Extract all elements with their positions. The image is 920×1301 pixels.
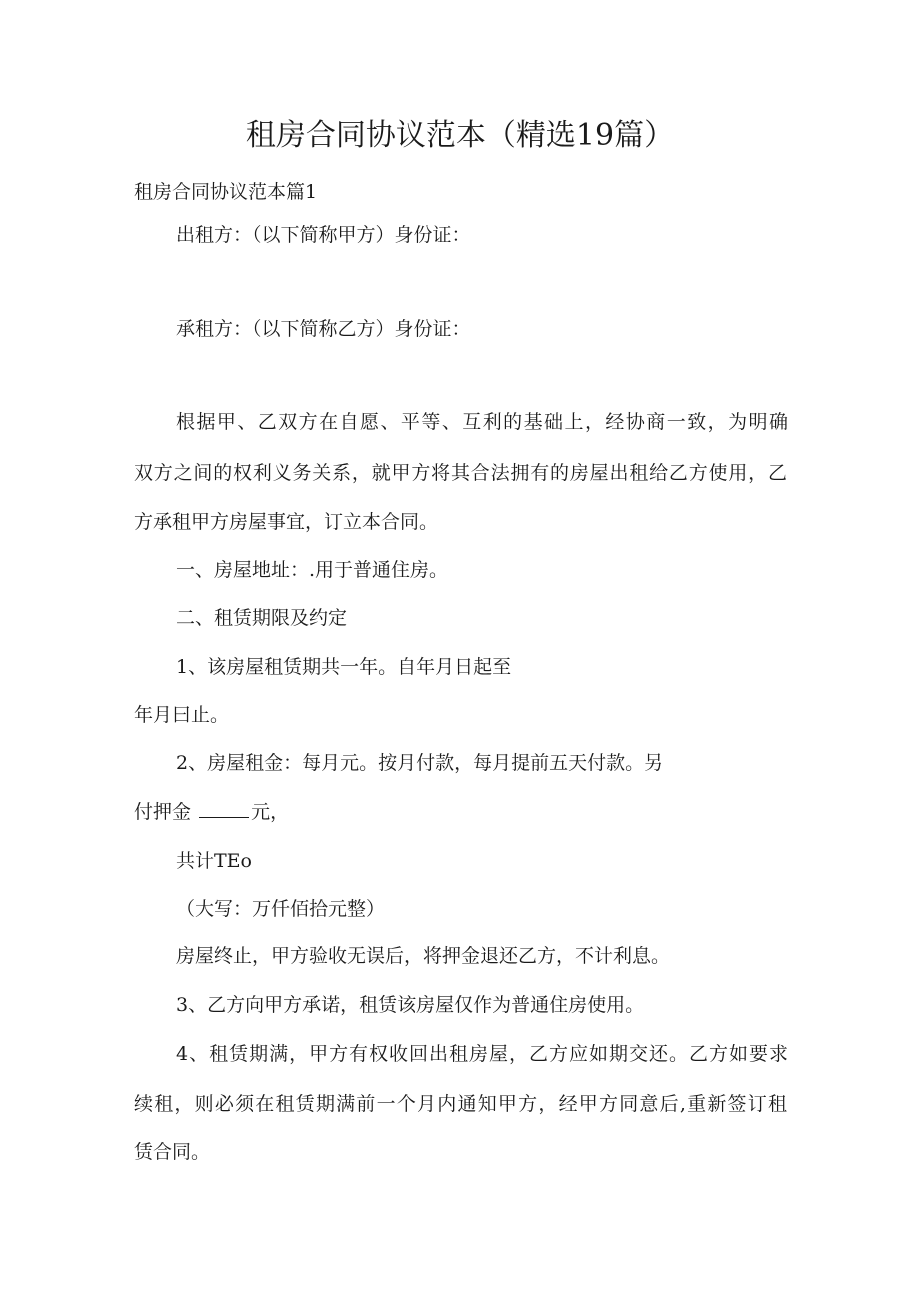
item-lease-term-heading: 二、租赁期限及约定 [176,607,348,629]
clause-3-line: 3、乙方向甲方承诺，租赁该房屋仅作为普通住房使用。 [176,994,645,1016]
refund-line: 房屋终止，甲方验收无误后，将押金退还乙方，不计利息。 [176,945,671,967]
section-heading: 租房合同协议范本篇1 [134,181,318,203]
item-address: 一、房屋地址：.用于普通住房。 [176,559,449,581]
clause-4-line-3: 赁合同。 [134,1141,211,1163]
deposit-label: 付押金 [134,801,192,823]
deposit-blank [199,799,249,818]
clause-2-line-1: 2、房屋租金：每月元。按月付款，每月提前五天付款。另 [176,752,664,774]
capital-amount-line: （大写：万仟佰拾元整） [176,898,386,920]
document-title: 租房合同协议范本（精选19篇） [245,118,675,153]
clause-4-line-2: 续租，则必须在租赁期满前一个月内通知甲方，经甲方同意后,重新签订租 [134,1093,787,1115]
intro-paragraph-line-2: 双方之间的权利义务关系，就甲方将其合法拥有的房屋出租给乙方使用，乙 [134,462,787,484]
clause-4-line-1: 4、租赁期满，甲方有权收回出租房屋，乙方应如期交还。乙方如要求 [176,1043,788,1065]
clause-1-line-1: 1、该房屋租赁期共一年。自年月日起至 [176,656,512,678]
clause-1-line-2: 年月曰止。 [134,704,230,726]
total-line: 共计TEo [176,850,252,872]
intro-paragraph-line-3: 方承租甲方房屋事宜，订立本合同。 [134,511,439,533]
deposit-unit: 元， [251,801,290,823]
clause-2-line-2 [134,799,289,824]
intro-paragraph-line-1: 根据甲、乙双方在自愿、平等、互利的基础上，经协商一致，为明确 [176,411,788,433]
party-b-line: 承租方：（以下简称乙方）身份证： [176,318,471,340]
party-a-line: 出租方：（以下简称甲方）身份证： [176,224,471,246]
